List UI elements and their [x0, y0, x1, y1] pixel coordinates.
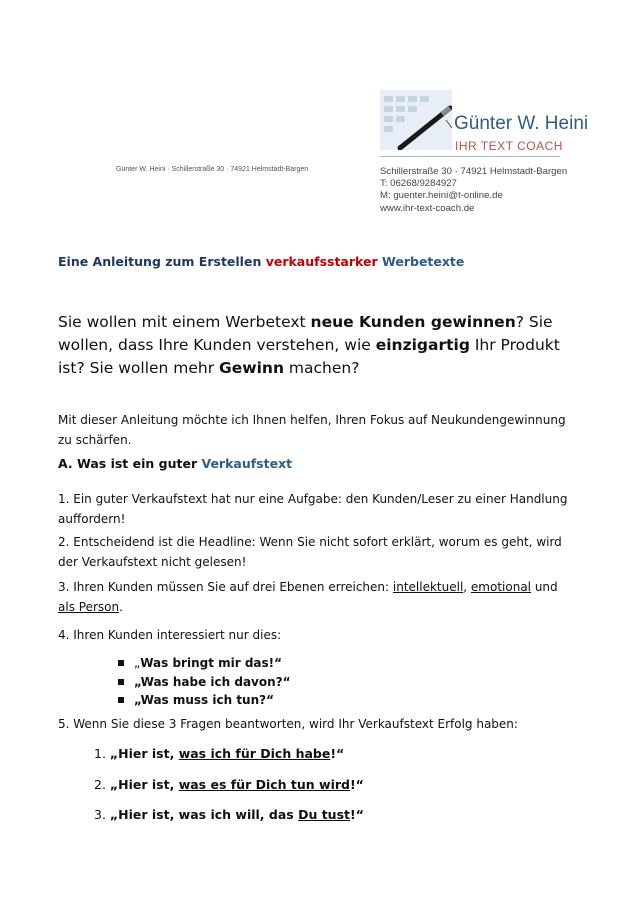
- document-title: [58, 254, 464, 269]
- list-item: 4. Ihren Kunden interessiert nur dies:: [58, 628, 282, 642]
- title-highlight: verkaufsstarker: [265, 254, 378, 269]
- numbered-item: [94, 746, 344, 761]
- numbered-item: [94, 807, 364, 822]
- logo-pen-image: [380, 90, 452, 150]
- intro-bold: Gewinn: [219, 359, 284, 377]
- address-line: M: guenter.heini@t-online.de: [380, 190, 503, 202]
- intro-text: machen?: [283, 359, 360, 377]
- quote-close: “: [266, 693, 274, 707]
- numbered-underlined: was es für Dich tun wird: [178, 777, 350, 792]
- bullet-square-icon: [118, 679, 124, 685]
- section-heading: [58, 456, 292, 471]
- intro-text: Sie wollen mit einem Werbetext: [58, 313, 311, 331]
- quote-close: “: [282, 674, 291, 689]
- address-line: Schillerstraße 30 · 74921 Helmstadt-Bargen: [380, 166, 568, 177]
- title-part: Eine Anleitung zum Erstellen: [58, 254, 266, 269]
- list-item: 5. Wenn Sie diese 3 Fragen beantworten, wird Ihr Verkaufstext Erfolg haben:: [58, 717, 518, 731]
- address-line: T: 06268/9284927: [380, 178, 457, 190]
- numbered-underlined: Du tust: [298, 807, 350, 822]
- bullet-text: Was habe ich davon?: [140, 674, 283, 689]
- bullet-square-icon: [118, 697, 124, 703]
- intro-bold: einzigartig: [375, 336, 470, 354]
- bullet-text: Was bringt mir das!: [140, 656, 275, 670]
- item-text: und: [531, 580, 558, 594]
- quote-close: “: [274, 656, 283, 670]
- item-number: 1.: [94, 746, 106, 761]
- intro-paragraph: [58, 311, 578, 380]
- numbered-text: !“: [349, 777, 364, 792]
- item-number: 2.: [94, 777, 106, 792]
- intro-bold: neue Kunden gewinnen: [310, 313, 516, 331]
- item-underlined: intellektuell: [392, 580, 464, 594]
- bullet-square-icon: [118, 660, 124, 666]
- address-line: www.ihr-text-coach.de: [380, 202, 475, 214]
- list-item: [58, 577, 578, 617]
- item-underlined: emotional: [470, 580, 532, 594]
- bullet-text: Was muss ich tun?: [140, 693, 267, 707]
- quote-open: „: [134, 656, 141, 670]
- intro-text: ? Sie wollen, dass Ihre Kunden verstehen, wie: [58, 313, 553, 354]
- list-item: 2. Entscheidend ist die Headline: Wenn Sie nicht sofort erklärt, worum es geht, wird der Verkaufstext nicht gelesen!: [58, 535, 562, 569]
- item-number: 3.: [94, 807, 106, 822]
- list-item: 1. Ein guter Verkaufstext hat nur eine Aufgabe: den Kunden/Leser zu einer Handlung auffordern!: [58, 492, 568, 526]
- numbered-underlined: was ich für Dich habe: [178, 746, 331, 761]
- quote-open: „: [134, 693, 141, 707]
- numbered-text: „Hier ist, was ich will, das: [109, 807, 299, 822]
- item-text: 3. Ihren Kunden müssen Sie auf drei Ebenen erreichen:: [58, 580, 393, 594]
- numbered-text: „Hier ist,: [109, 777, 179, 792]
- intro-text: Ihr Produkt ist? Sie wollen mehr: [58, 336, 560, 377]
- item-text: .: [119, 600, 123, 614]
- logo-name: Günter W. Heini: [454, 113, 589, 134]
- logo-divider: [380, 156, 560, 157]
- quote-open: „: [134, 674, 141, 689]
- item-underlined: als Person: [58, 600, 120, 614]
- logo-subtitle: IHR TEXT COACH: [455, 139, 563, 153]
- numbered-text: !“: [350, 807, 364, 822]
- paragraph: Mit dieser Anleitung möchte ich Ihnen helfen, Ihren Fokus auf Neukundengewinnung zu schärfen.: [58, 413, 566, 447]
- numbered-item: [94, 777, 364, 792]
- sender-line: Günter W. Heini · Schillerstraße 30 · 74921 Helmstadt-Bargen: [116, 166, 309, 173]
- address-block: [380, 166, 567, 215]
- numbered-text: „Hier ist,: [109, 746, 179, 761]
- title-part: Werbetexte: [377, 254, 465, 269]
- item-text: ,: [463, 580, 471, 594]
- section-heading-text: A. Was ist ein guter: [58, 456, 202, 471]
- section-heading-highlight: Verkaufstext: [201, 456, 293, 471]
- numbered-text: !“: [330, 746, 345, 761]
